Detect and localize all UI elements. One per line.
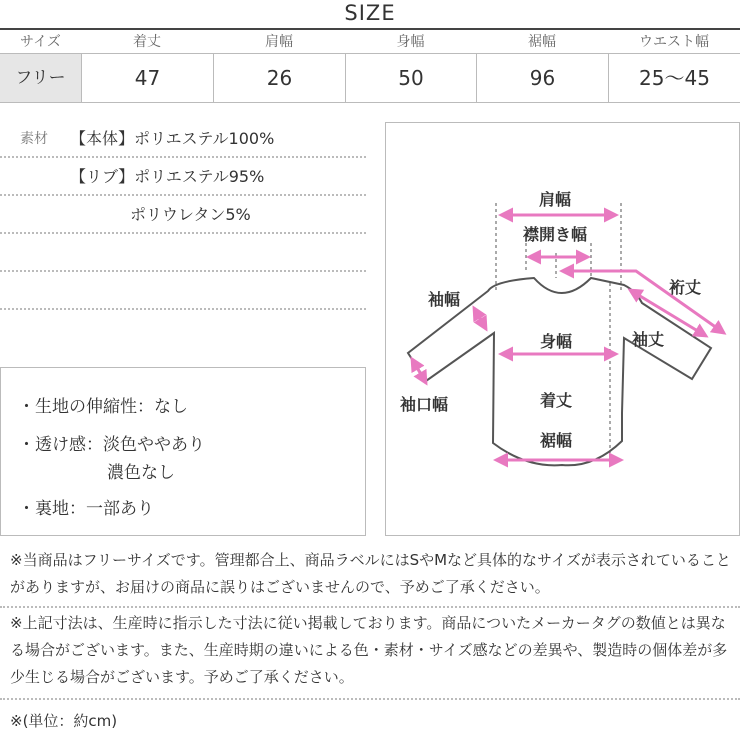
header-body-width: 身幅	[396, 34, 425, 50]
label-yuki: 裄丈	[669, 278, 702, 297]
label-sleeve-width: 袖幅	[428, 290, 461, 309]
material-line-5	[0, 272, 366, 310]
header-shoulder: 肩幅	[265, 34, 293, 50]
label-hem-width: 裾幅	[540, 431, 573, 450]
material-line-2	[0, 158, 366, 196]
material-line-4	[0, 234, 366, 272]
header-length: 着丈	[133, 34, 161, 50]
header-hem-width: 裾幅	[528, 34, 556, 50]
header-size: サイズ	[20, 34, 61, 50]
material-rib-2: ポリウレタン5%	[130, 205, 251, 224]
size-table-header	[0, 31, 740, 53]
header-waist-width: ウエスト幅	[639, 34, 709, 50]
size-table-row	[0, 53, 740, 103]
size-title: SIZE	[344, 1, 396, 25]
cell-size: フリー	[0, 54, 81, 102]
label-body-width: 身幅	[540, 332, 573, 351]
prop-stretch: ・生地の伸縮性：なし	[18, 397, 188, 417]
note-measurement: ※上記寸法は、生産時に指示した寸法に従い掲載しております。商品についたメーカータグの数値とは異なる場合がございます。また、生産時期の違いによる色・素材・サイズ感などの差異や、製造時の個体差が多少生じる場合がございます。予めご了承ください。	[10, 614, 728, 686]
label-length: 着丈	[540, 391, 573, 410]
cell-length: 47	[81, 54, 213, 102]
label-shoulder: 肩幅	[539, 190, 572, 209]
cell-hem-width: 96	[476, 54, 608, 102]
material-body: 【本体】ポリエステル100%	[70, 129, 275, 148]
note-divider-2	[0, 698, 740, 700]
note-free-size: ※当商品はフリーサイズです。管理都合上、商品ラベルにはSやMなど具体的なサイズが表示されていることがありますが、お届けの商品に誤りはございませんので、予めご了承ください。	[10, 551, 731, 596]
prop-lining: ・裏地：一部あり	[18, 499, 154, 519]
material-line-3	[0, 196, 366, 234]
garment-diagram-svg	[386, 123, 740, 537]
material-line-1	[0, 120, 366, 158]
cell-shoulder: 26	[213, 54, 345, 102]
prop-sheer-dark: 濃色なし	[107, 463, 175, 483]
cell-waist-width: 25〜45	[608, 54, 740, 102]
label-sleeve-length: 袖丈	[632, 330, 665, 349]
prop-sheer: ・透け感：淡色ややあり	[18, 435, 205, 455]
material-rib: 【リブ】ポリエステル95%	[70, 167, 265, 186]
measurement-diagram	[385, 122, 740, 536]
note-divider-1	[0, 606, 740, 608]
material-label: 素材	[20, 131, 48, 147]
cell-body-width: 50	[345, 54, 476, 102]
unit-note: ※(単位：約cm)	[10, 712, 118, 730]
fabric-properties-box	[0, 367, 366, 536]
label-neck-width: 襟開き幅	[523, 225, 588, 244]
label-cuff-width: 袖口幅	[400, 395, 449, 414]
title-divider	[0, 28, 740, 30]
